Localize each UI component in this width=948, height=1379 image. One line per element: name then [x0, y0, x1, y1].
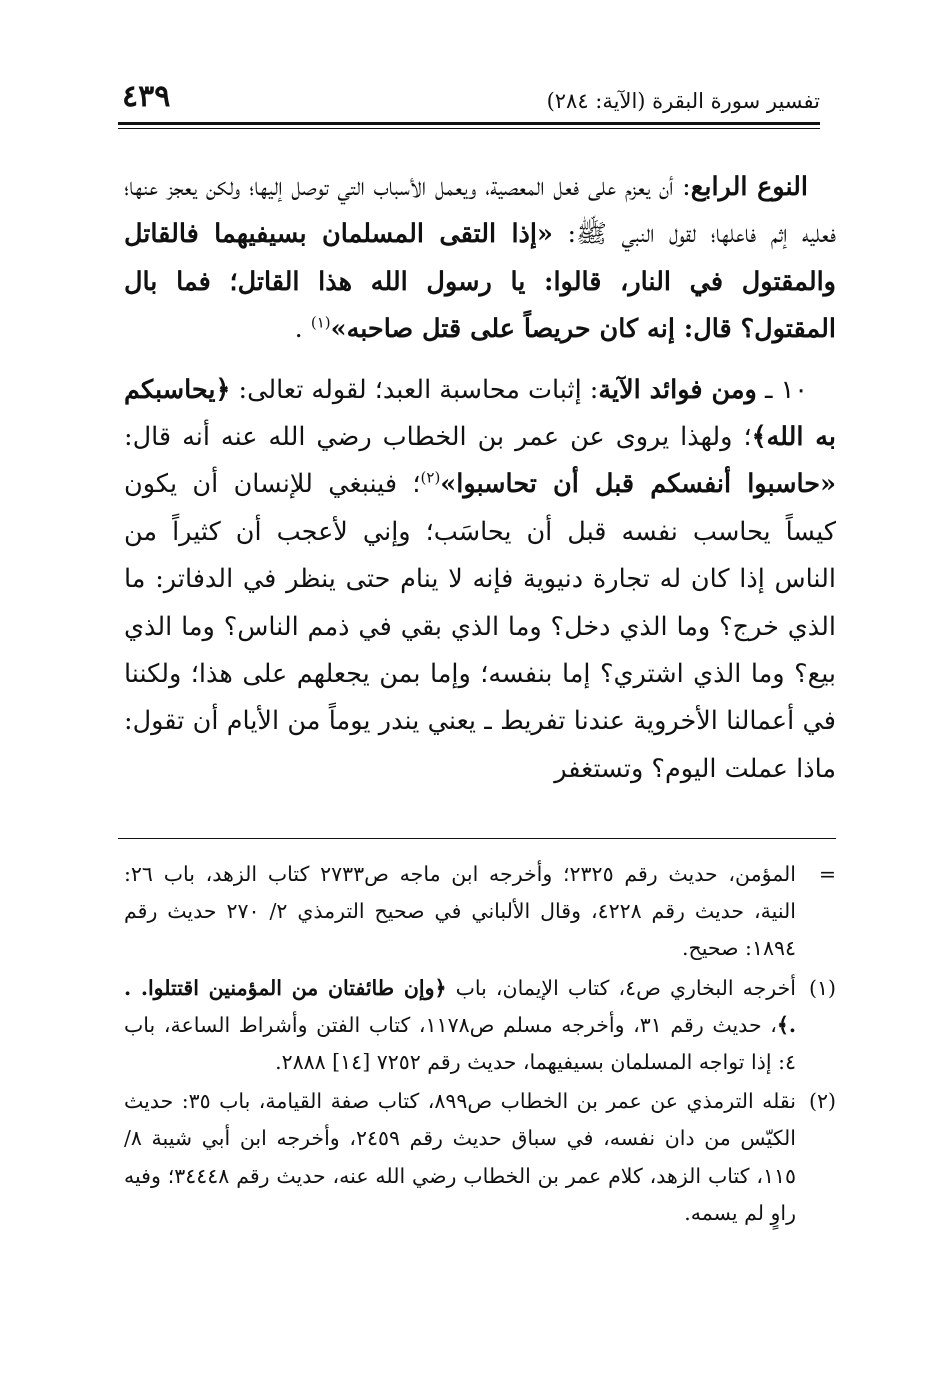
paragraph-text: ؛ ولهذا يروى عن عمر بن الخطاب رضي الله عنه أنه قال:: [124, 422, 752, 453]
footnote-text: نقله الترمذي عن عمر بن الخطاب ص٨٩٩، كتاب صفة القيامة، باب ٣٥: حديث الكيّس من دان نفسه، في سباق حديث رقم ٢٤٥٩، وأخرجه ابن أبي شيبة ٨/ ١١٥، كتاب الزهد، كلام عمر بن الخطاب رضي الله عنه، حديث رقم ٣٤٤٤٨؛ وفيه راوٍ لم يسمه.: [124, 1089, 796, 1225]
footnote-text: أخرجه البخاري ص٤، كتاب الإيمان، باب: [446, 975, 796, 1000]
footnote-marker: (٢): [808, 1089, 836, 1114]
hadith-quote: «إذا التقى المسلمان بسيفيهما فالقاتل والمقتول في النار، قالوا: يا رسول الله هذا القاتل؛ فما بال المقتول؟ قال: إنه كان حريصاً على قتل صاحبه»: [124, 219, 836, 345]
running-header: [118, 78, 820, 118]
footnote-1: [124, 970, 836, 1082]
footnote-marker: (١): [808, 975, 836, 1000]
footnote-text-continued: ، حديث رقم ٣١، وأخرجه مسلم ص١١٧٨، كتاب الفتن وأشراط الساعة، باب ٤: إذا تواجه المسلمان بسيفيهما، حديث رقم ٧٢٥٢ [١٤] ٢٨٨٨.: [124, 1012, 796, 1075]
quran-verse: ﴿وإن طائفتان من المؤمنين اقتتلوا. . .﴾: [124, 975, 796, 1037]
paragraph-lead: ومن فوائد الآية: [598, 374, 757, 405]
footnote-separator: [118, 838, 836, 839]
footnote-2: [124, 1083, 836, 1232]
paragraph-benefit-10: [124, 367, 836, 794]
paragraph-fourth-type: [124, 164, 836, 354]
footnote-reference-2[interactable]: (٢): [420, 468, 441, 487]
running-title: تفسير سورة البقرة (الآية: ٢٨٤): [546, 89, 820, 113]
main-text: [124, 164, 836, 793]
header-rule: [118, 122, 820, 129]
paragraph-text-end: .: [294, 314, 311, 345]
paragraph-text-continued: ؛ فينبغي للإنسان أن يكون كيساً يحاسب نفسه قبل أن يحاسَب؛ وإني لأعجب أن كثيراً من الناس إذا كان له تجارة دنيوية فإنه لا ينام حتى ينظر في الدفاتر: ما الذي خرج؟ وما الذي دخل؟ وما الذي بقي في ذمم الناس؟ وما الذي بيع؟ وما الذي اشتري؟ إما بنفسه؛ وإما بمن يجعلهم على هذا؛ ولكننا في أعمالنا الأخروية عندنا تفريط ـ يعني يندر يوماً من الأيام أن تقول: ماذا عملت اليوم؟ وتستغفر: [124, 469, 836, 784]
athar-quote: «حاسبوا أنفسكم قبل أن تحاسبوا»: [440, 469, 837, 500]
page-number: ٤٣٩: [122, 79, 171, 114]
footnote-continuation: [124, 856, 836, 968]
paragraph-text: : أن يعزم على فعل المعصية، ويعمل الأسباب التي توصل إليها؛ ولكن يعجز عنها؛ فعليه إثم فاعلها؛ لقول النبي ﷺ:: [124, 172, 836, 250]
footnote-marker: =: [818, 862, 836, 886]
footnote-reference-1[interactable]: (١): [310, 313, 331, 332]
item-number: ١٠ ـ: [756, 374, 808, 405]
paragraph-lead: النوع الرابع: [690, 172, 809, 202]
footnotes: [124, 856, 836, 1234]
quran-verse: ﴿يحاسبكم به الله﴾: [124, 374, 836, 453]
paragraph-text: : إثبات محاسبة العبد؛ لقوله تعالى:: [230, 374, 599, 405]
footnote-text: المؤمن، حديث رقم ٢٣٢٥؛ وأخرجه ابن ماجه ص٢٧٣٣ كتاب الزهد، باب ٢٦: النية، حديث رقم ٤٢٢٨، وقال الألباني في صحيح الترمذي ٢/ ٢٧٠ حديث رقم ١٨٩٤: صحيح.: [124, 862, 796, 961]
